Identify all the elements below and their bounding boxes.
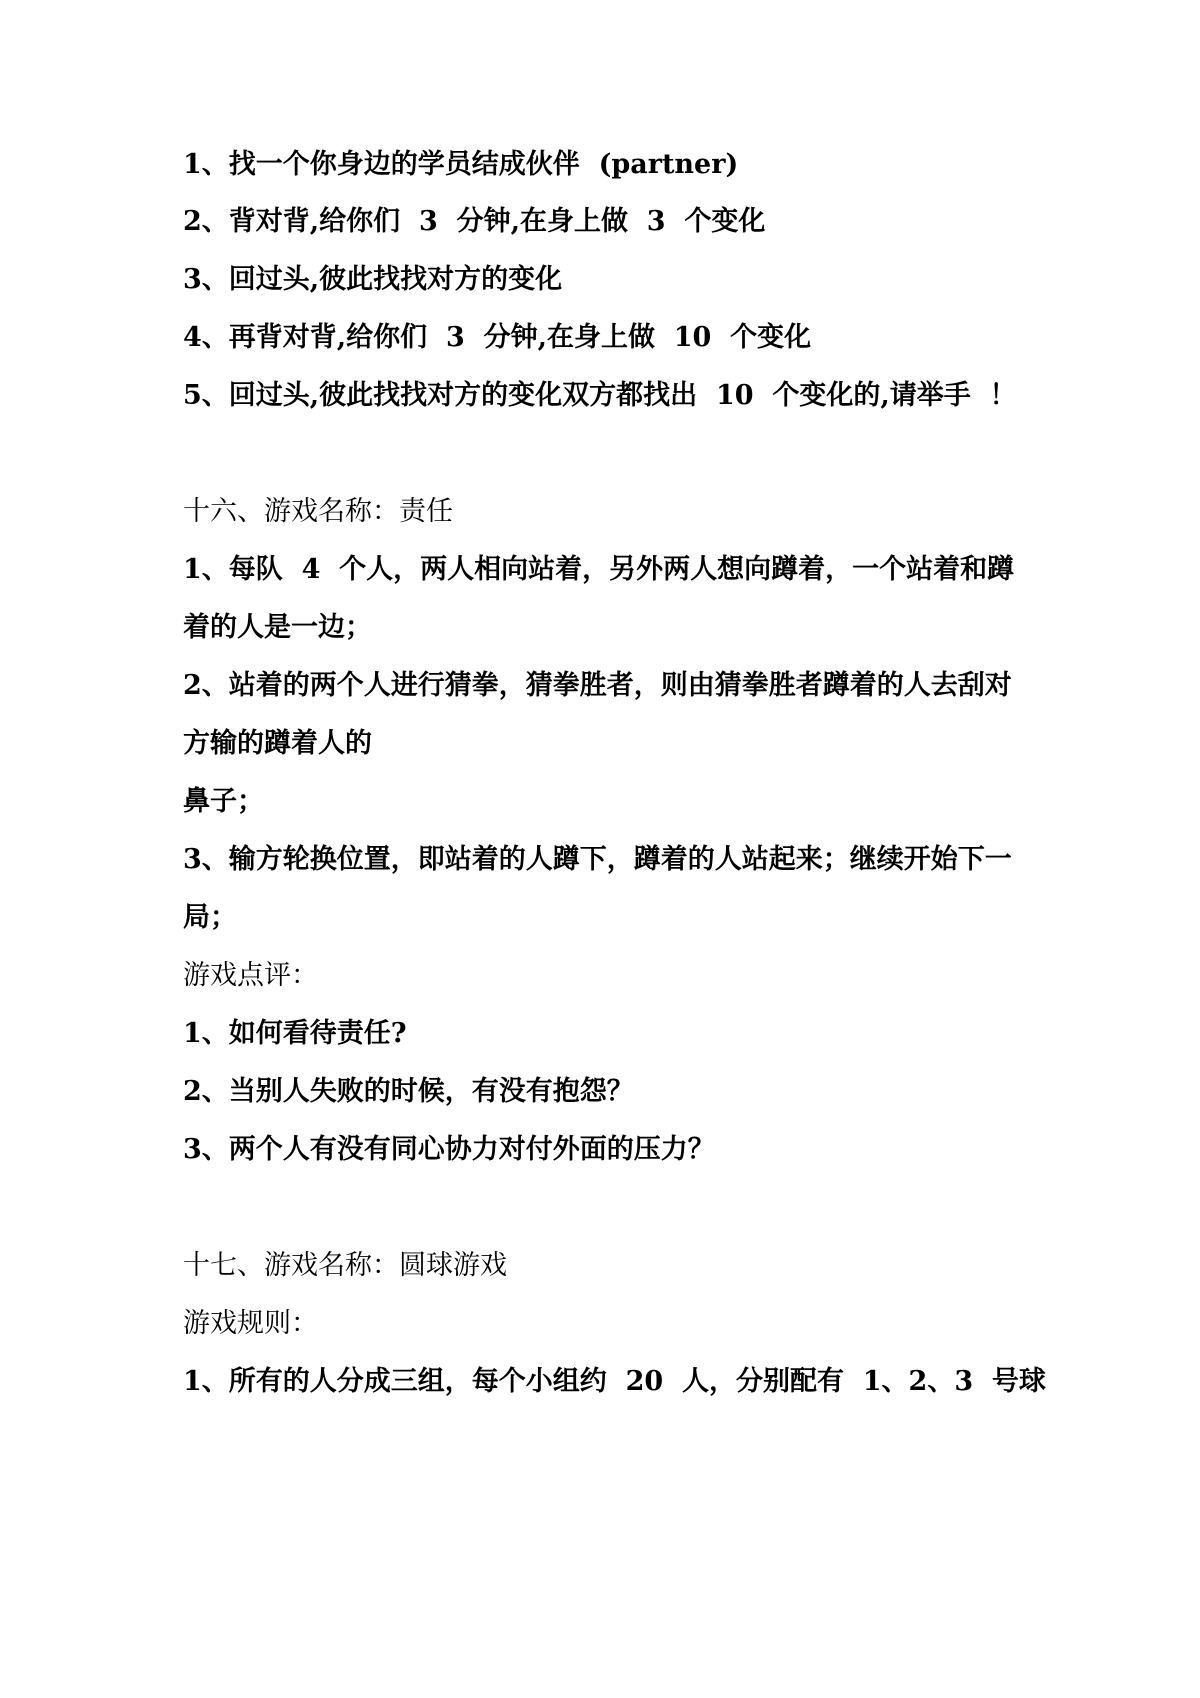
list-item: 1、找一个你身边的学员结成伙伴 (partner) xyxy=(183,149,739,180)
list-item: 2、背对背,给你们 3 分钟,在身上做 3 个变化 xyxy=(183,206,766,237)
rule-line: 局； xyxy=(183,902,237,933)
list-item: 4、再背对背,给你们 3 分钟,在身上做 10 个变化 xyxy=(183,322,812,353)
rule-line: 1、每队 4 个人，两人相向站着，另外两人想向蹲着，一个站着和蹲 xyxy=(183,554,1015,585)
section-heading-17: 十七、游戏名称：圆球游戏 xyxy=(183,1250,507,1281)
rule-line: 2、站着的两个人进行猜拳，猜拳胜者，则由猜拳胜者蹲着的人去刮对 xyxy=(183,670,1012,701)
review-item: 2、当别人失败的时候，有没有抱怨？ xyxy=(183,1076,634,1107)
review-item: 3、两个人有没有同心协力对付外面的压力？ xyxy=(183,1134,715,1165)
rules-heading: 游戏规则： xyxy=(183,1308,318,1339)
rule-line: 着的人是一边； xyxy=(183,612,372,643)
list-item: 3、回过头,彼此找找对方的变化 xyxy=(183,264,563,295)
section-heading-16: 十六、游戏名称：责任 xyxy=(183,496,453,527)
rule-line: 鼻子； xyxy=(183,786,264,817)
list-item: 5、回过头,彼此找找对方的变化双方都找出 10 个变化的,请举手 ！ xyxy=(183,380,1017,411)
rule-line: 1、所有的人分成三组，每个小组约 20 人，分别配有 1、2、3 号球 xyxy=(183,1366,1046,1397)
rule-line: 方输的蹲着人的 xyxy=(183,728,372,759)
review-heading: 游戏点评： xyxy=(183,960,318,991)
rule-line: 3、输方轮换位置，即站着的人蹲下，蹲着的人站起来；继续开始下一 xyxy=(183,844,1012,875)
review-item: 1、如何看待责任? xyxy=(183,1018,407,1049)
